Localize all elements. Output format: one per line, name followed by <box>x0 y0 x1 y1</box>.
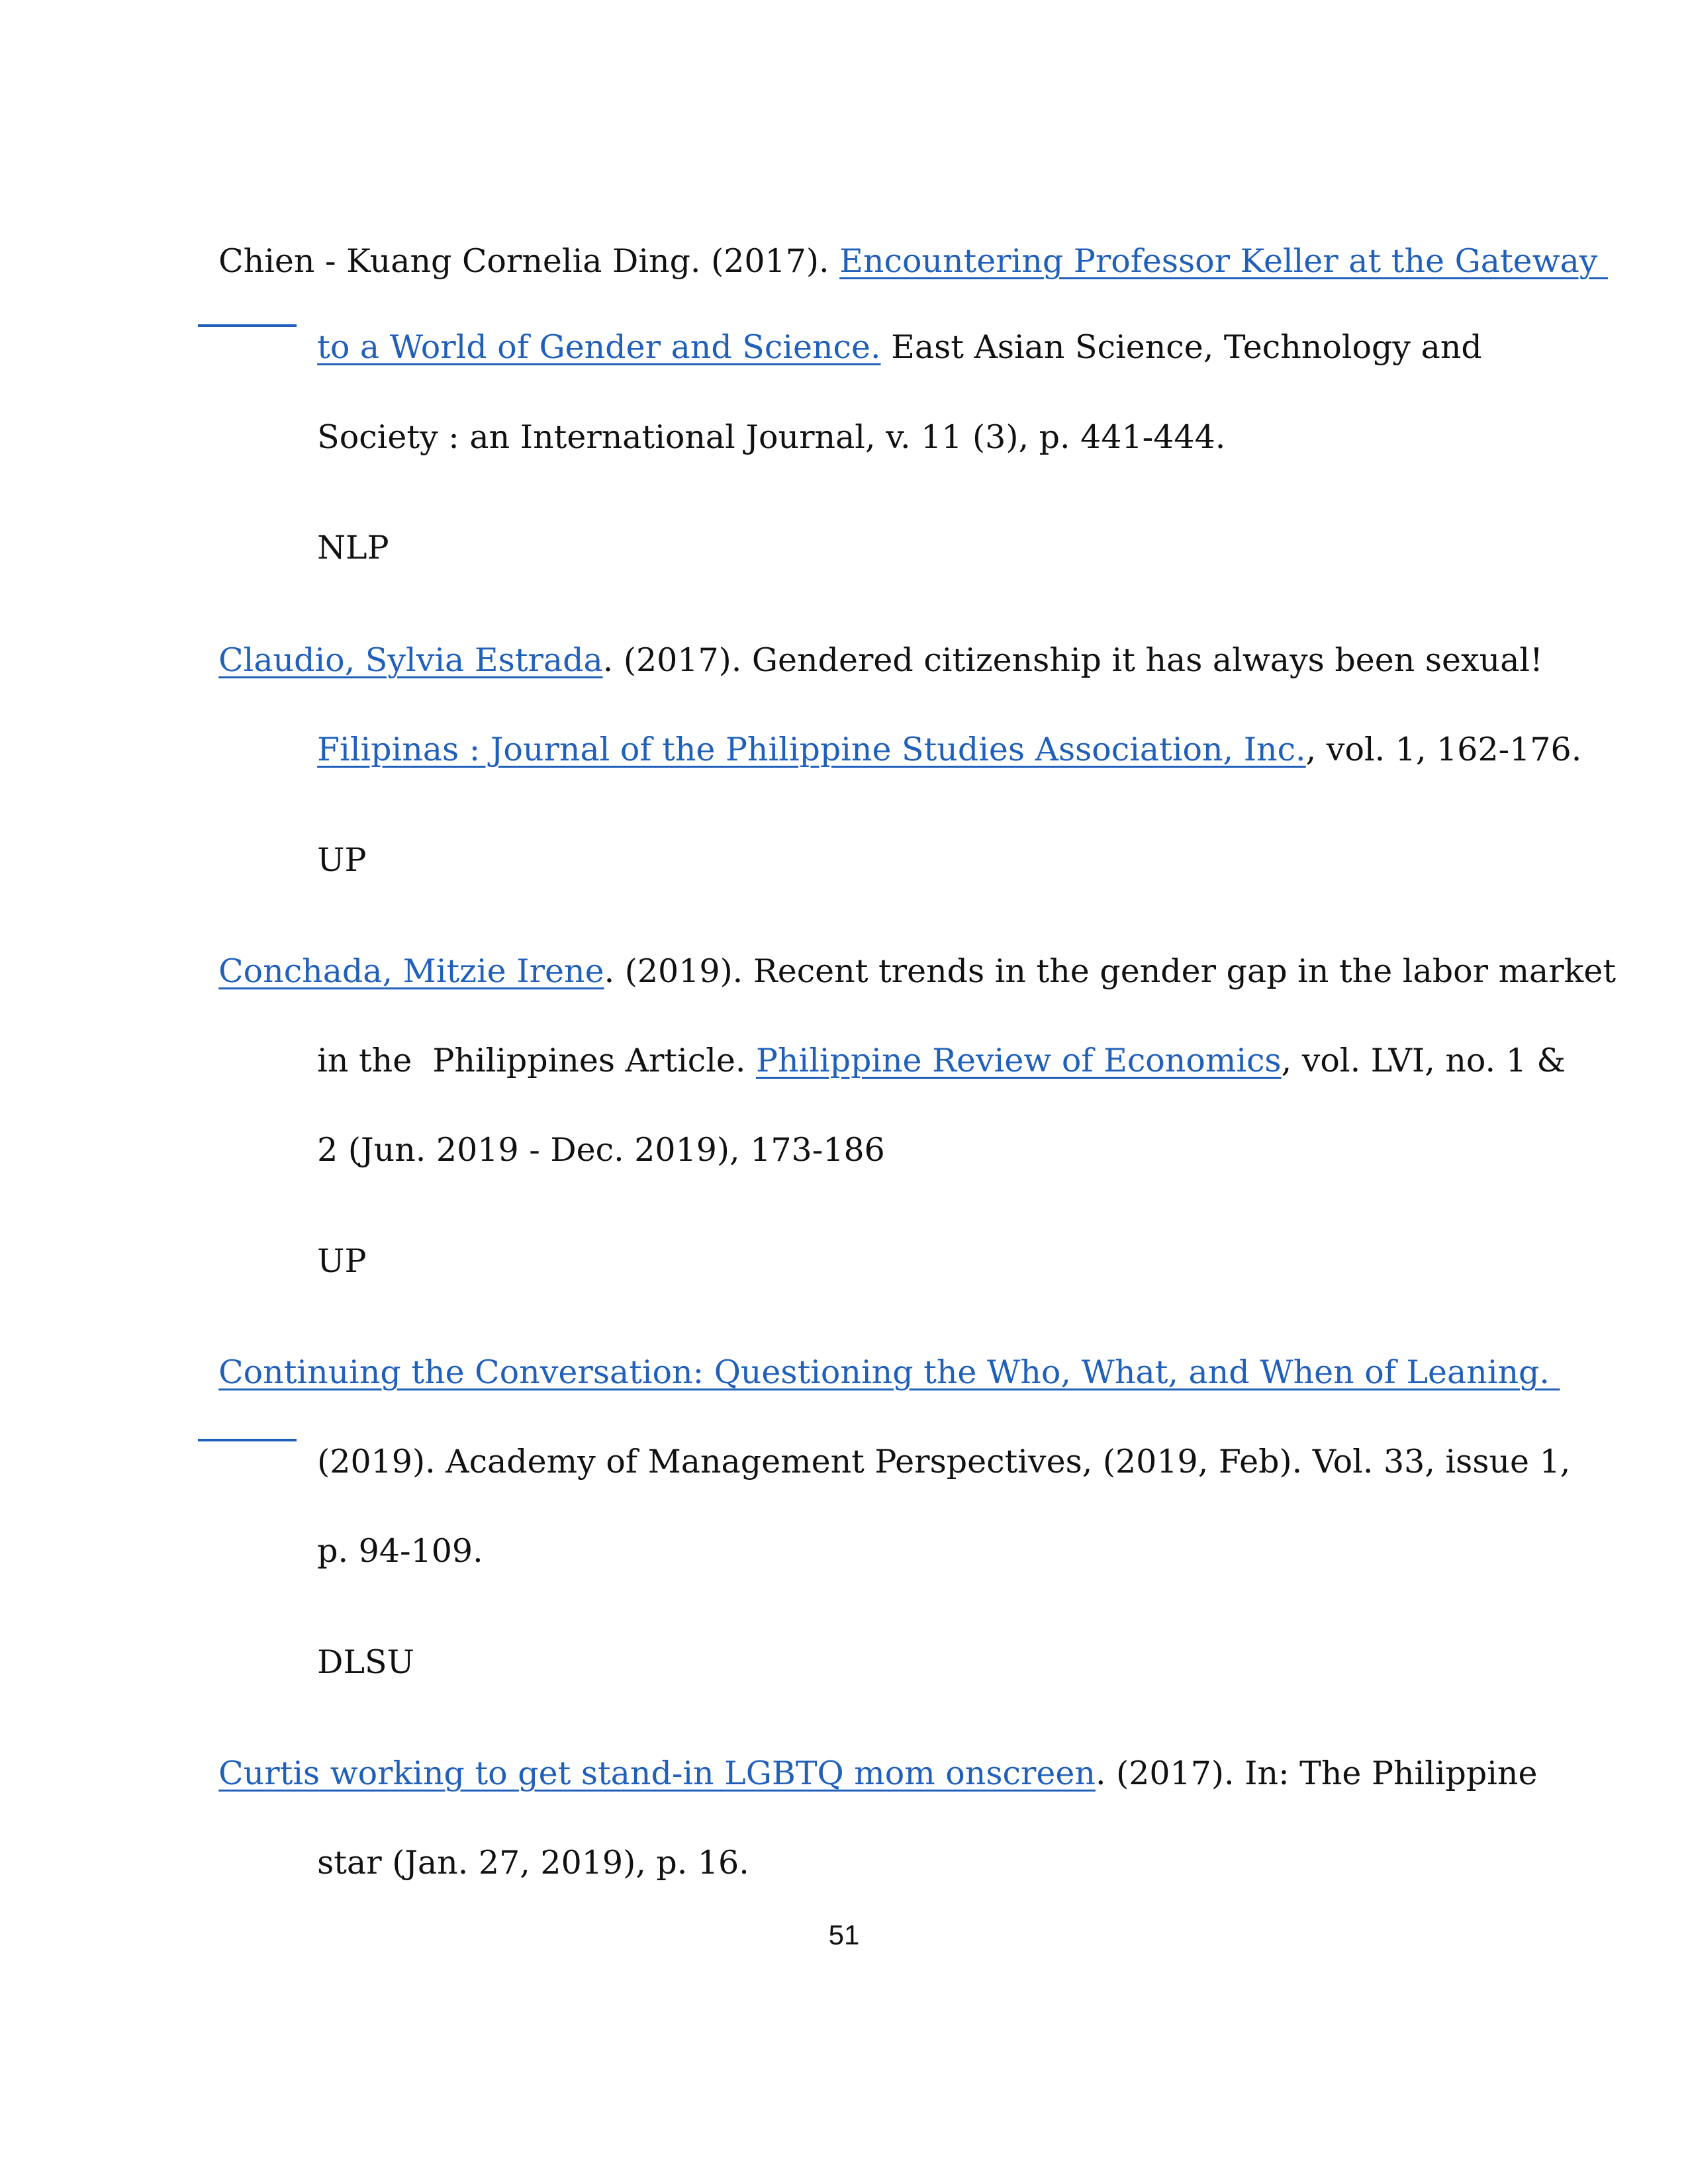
journal-link[interactable]: Filipinas : Journal of the Philippine Studies Association, Inc. <box>317 731 1306 768</box>
citation-line <box>198 1313 1560 1392</box>
citation-text: . (2017). In: The Philippine <box>1095 1754 1538 1792</box>
citation-line <box>297 1492 483 1571</box>
citation-text: star (Jan. 27, 2019), p. 16. <box>317 1844 749 1882</box>
author-link[interactable]: Claudio, Sylvia Estrada <box>218 641 603 679</box>
citation-line <box>297 1001 1566 1081</box>
citation-line <box>297 1803 749 1883</box>
library-code <box>297 1603 414 1682</box>
citation-line <box>198 202 1608 281</box>
library-code <box>297 1202 366 1281</box>
page-number: 51 <box>828 1919 860 1950</box>
journal-link[interactable]: Philippine Review of Economics <box>756 1042 1282 1079</box>
link-underline-gap <box>198 324 297 327</box>
citation-title-link[interactable]: Continuing the Conversation: Questioning the Who, What, and When of Leaning. <box>218 1353 1560 1391</box>
citation-title-link[interactable]: Curtis working to get stand-in LGBTQ mom onscreen <box>218 1754 1096 1792</box>
citation-text: 2 (Jun. 2019 - Dec. 2019), 173-186 <box>317 1131 885 1169</box>
citation-text: . (2017). Gendered citizenship it has always been sexual! <box>602 641 1543 679</box>
citation-text: Society : an International Journal, v. 11 (3), p. 441-444. <box>317 418 1226 456</box>
citation-title-link[interactable]: Encountering Professor Keller at the Gateway <box>839 242 1609 280</box>
citation-line <box>198 912 1616 991</box>
citation-line <box>297 1402 1570 1482</box>
citation-text: , vol. 1, 162-176. <box>1305 731 1582 768</box>
citation-title-link[interactable]: to a World of Gender and Science. <box>317 328 881 366</box>
library-code <box>297 801 366 880</box>
citation-text: . (2019). Recent trends in the gender gap in the labor market <box>604 952 1617 990</box>
link-underline-gap <box>198 1439 297 1441</box>
citation-line <box>297 1091 885 1170</box>
citation-text: (2019). Academy of Management Perspectives, (2019, Feb). Vol. 33, issue 1, <box>317 1443 1571 1480</box>
library-label: UP <box>317 841 367 879</box>
library-label: UP <box>317 1242 367 1280</box>
citation-line <box>297 690 1581 770</box>
library-label: DLSU <box>317 1643 414 1681</box>
citation-text: East Asian Science, Technology and <box>880 328 1482 366</box>
citation-text: in the Philippines Article. <box>317 1042 757 1079</box>
library-label: NLP <box>317 529 389 567</box>
citation-line <box>297 288 1482 367</box>
library-code <box>297 488 389 568</box>
citation-text: , vol. LVI, no. 1 & <box>1281 1042 1566 1079</box>
citation-text: Chien - Kuang Cornelia Ding. (2017). <box>218 242 840 280</box>
author-link[interactable]: Conchada, Mitzie Irene <box>218 952 604 990</box>
citation-text: p. 94-109. <box>317 1532 483 1570</box>
citation-line <box>198 601 1543 680</box>
citation-line <box>297 378 1225 457</box>
citation-line <box>198 1714 1538 1794</box>
